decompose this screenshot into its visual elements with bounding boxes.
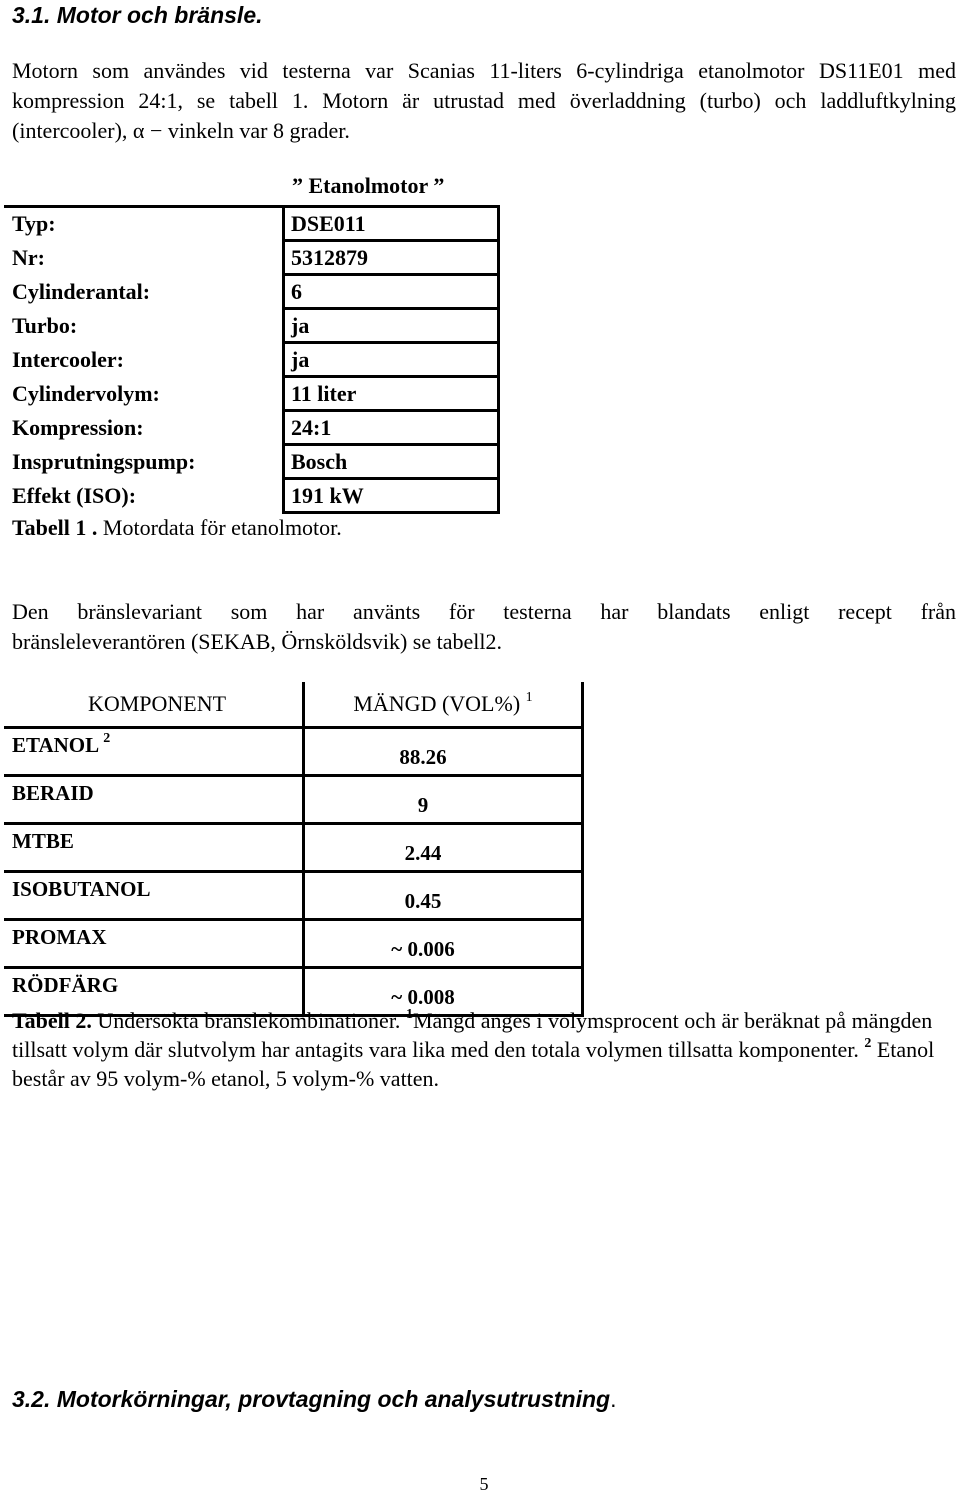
intro-paragraph: Motorn som användes vid testerna var Scanias 11-liters 6-cylindriga etanolmotor DS11E01 med kompression 24:1, se tabell 1. Motorn är utrustad med överladdning (turbo) och laddluftkylning (intercooler), α − vinkeln var 8 grader.: [12, 58, 956, 143]
amount-cell: ~ 0.006: [304, 920, 583, 968]
amount-cell: 0.45: [304, 872, 583, 920]
fuel-paragraph-line2: bränsleleverantören (SEKAB, Örnsköldsvik) se tabell2.: [12, 629, 502, 654]
engine-data-table: [4, 205, 500, 514]
table-row: [4, 241, 499, 275]
table2-caption-text: Undersökta bränslekombinationer.: [91, 1008, 406, 1033]
spec-label: Turbo:: [12, 312, 78, 338]
spec-value: 11 liter: [284, 377, 499, 411]
spec-label: Kompression:: [12, 414, 144, 440]
table-row: [4, 309, 499, 343]
page-number: 5: [479, 1474, 489, 1494]
table-row: [4, 479, 499, 513]
table-row: [4, 776, 583, 824]
spec-label: Cylindervolym:: [12, 380, 160, 406]
component-cell: [4, 776, 304, 824]
spec-value: 191 kW: [284, 479, 499, 513]
spec-value: Bosch: [284, 445, 499, 479]
table2-header-row: [4, 682, 583, 728]
fuel-paragraph-line1: Den bränslevariant som har använts för testerna har blandats enligt recept från: [12, 599, 956, 624]
table-row: [4, 728, 583, 776]
table-row: [4, 872, 583, 920]
footnote-2-marker: 2: [864, 1036, 872, 1051]
table2-caption: [12, 1006, 956, 1093]
table-row: [4, 207, 499, 241]
footnote-1-text: Mängd anges i volymsprocent och är beräknat på mängden tillsatt volym där slutvolym har antagits vara lika med den totala volymen tillsatta komponenter.: [12, 1008, 933, 1062]
table-row: [4, 343, 499, 377]
table-row: [4, 377, 499, 411]
spec-value: ja: [284, 309, 499, 343]
component-footnote: 2: [103, 731, 111, 746]
component-name: RÖDFÄRG: [12, 973, 119, 997]
amount-cell: 9: [304, 776, 583, 824]
spec-label: Insprutningspump:: [12, 448, 196, 474]
header-amount-footnote: 1: [525, 690, 533, 705]
spec-label: Nr:: [12, 244, 45, 270]
amount-cell: 88.26: [304, 728, 583, 776]
component-cell: [4, 920, 304, 968]
header-component: KOMPONENT: [87, 691, 227, 716]
component-name: ETANOL: [12, 733, 98, 757]
footnote-2-text: Etanol består av 95 volym-% etanol, 5 volym-% vatten.: [12, 1037, 935, 1091]
component-cell: [4, 872, 304, 920]
component-name: BERAID: [12, 781, 94, 805]
amount-cell: ~ 0.008: [304, 968, 583, 1016]
table-row: [4, 275, 499, 309]
section-3-2-heading: [12, 1386, 616, 1413]
table-row: [4, 411, 499, 445]
spec-label: Cylinderantal:: [12, 278, 151, 304]
spec-label: Typ:: [4, 207, 284, 241]
section-3-2-heading-text: 3.2. Motorkörningar, provtagning och analysutrustning: [12, 1386, 611, 1412]
amount-cell: 2.44: [304, 824, 583, 872]
component-cell: [4, 824, 304, 872]
table2-caption-label: Tabell 2.: [12, 1008, 92, 1033]
table1-caption-label: Tabell 1 .: [12, 515, 98, 540]
table-row: [4, 920, 583, 968]
component-name: ISOBUTANOL: [12, 877, 151, 901]
table-row: [4, 445, 499, 479]
spec-value: 5312879: [284, 241, 499, 275]
component-name: PROMAX: [12, 925, 107, 949]
footnote-1-marker: 1: [405, 1007, 413, 1022]
component-cell: [4, 728, 304, 776]
spec-value: ja: [284, 343, 499, 377]
spec-value: DSE011: [284, 207, 499, 241]
component-name: MTBE: [12, 829, 74, 853]
spec-value: 6: [284, 275, 499, 309]
spec-label: Intercooler:: [12, 346, 124, 372]
section-3-2-heading-period: .: [610, 1386, 617, 1412]
header-amount-text: MÄNGD (VOL%): [353, 691, 521, 716]
spec-value: 24:1: [284, 411, 499, 445]
table-row: [4, 824, 583, 872]
header-amount: [304, 682, 583, 728]
table1-caption: [12, 515, 342, 541]
table1-title: ” Etanolmotor ”: [292, 173, 445, 198]
spec-label: Effekt (ISO):: [12, 482, 137, 508]
fuel-composition-table: [4, 682, 584, 1017]
table1-caption-text: Motordata för etanolmotor.: [97, 515, 342, 540]
section-3-1-heading: 3.1. Motor och bränsle.: [12, 2, 263, 28]
